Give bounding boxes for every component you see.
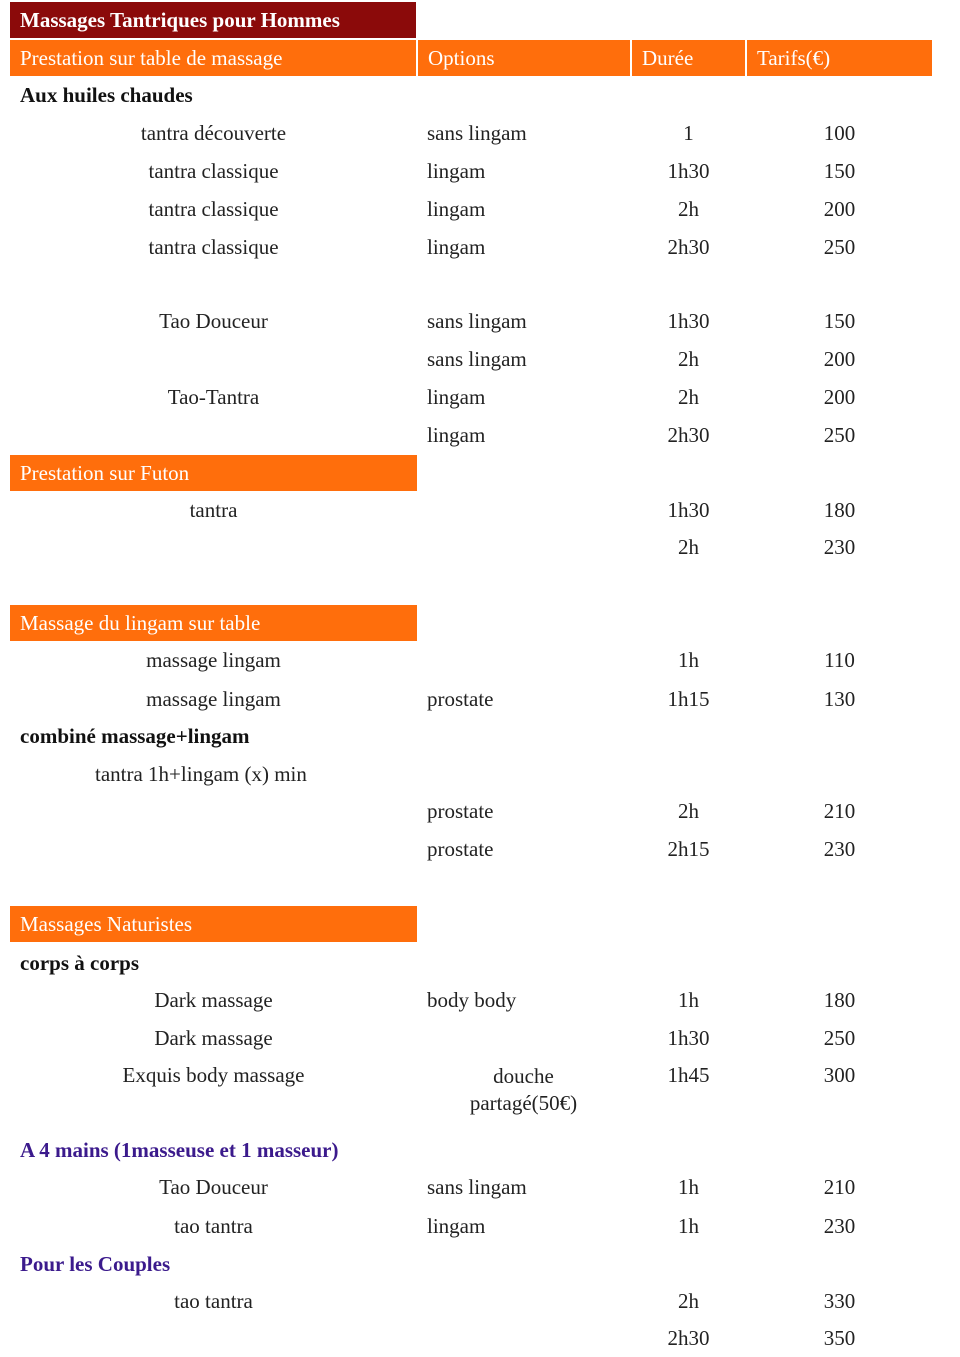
row-duration: 2h30 bbox=[667, 1326, 710, 1350]
row-duration: 1h bbox=[678, 648, 699, 672]
subtitle-huiles: Aux huiles chaudes bbox=[20, 83, 193, 107]
row-price: 350 bbox=[823, 1326, 856, 1350]
row-name: tantra découverte bbox=[140, 121, 287, 145]
row-option: lingam bbox=[427, 159, 486, 183]
row-price: 200 bbox=[823, 347, 856, 371]
row-option bbox=[417, 1063, 630, 1117]
row-duration: 2h bbox=[678, 197, 699, 221]
section-title-lingam: Massage du lingam sur table bbox=[10, 605, 417, 641]
row-name: Tao Douceur bbox=[159, 309, 268, 333]
row-price: 300 bbox=[823, 1063, 856, 1087]
row-name: tao tantra bbox=[174, 1289, 253, 1313]
section-title-naturistes: Massages Naturistes bbox=[10, 906, 417, 942]
row-option: lingam bbox=[427, 1214, 486, 1238]
row-price: 110 bbox=[824, 648, 855, 672]
row-duration: 2h bbox=[678, 535, 699, 559]
row-option: prostate bbox=[427, 837, 494, 861]
row-option: lingam bbox=[427, 235, 486, 259]
row-price: 250 bbox=[823, 423, 856, 447]
row-option: prostate bbox=[427, 687, 494, 711]
page-title: Massages Tantriques pour Hommes bbox=[10, 2, 416, 38]
row-duration: 1h bbox=[678, 1214, 699, 1238]
row-duration: 1h30 bbox=[667, 1026, 710, 1050]
row-duration: 1h30 bbox=[667, 309, 710, 333]
section-title-futon: Prestation sur Futon bbox=[10, 455, 417, 491]
row-duration: 2h30 bbox=[667, 423, 710, 447]
row-option: sans lingam bbox=[427, 347, 527, 371]
row-name: tantra bbox=[189, 498, 238, 522]
subtitle-combine: combiné massage+lingam bbox=[20, 724, 250, 748]
row-option: sans lingam bbox=[427, 121, 527, 145]
header-options: Options bbox=[418, 40, 630, 76]
row-duration: 1h15 bbox=[667, 687, 710, 711]
row-duration: 2h15 bbox=[667, 837, 710, 861]
row-duration: 1h45 bbox=[667, 1063, 710, 1087]
row-duration: 2h30 bbox=[667, 235, 710, 259]
row-price: 150 bbox=[823, 309, 856, 333]
row-name: Tao Douceur bbox=[159, 1175, 268, 1199]
row-price: 130 bbox=[823, 687, 856, 711]
row-name: massage lingam bbox=[146, 687, 281, 711]
header-duree: Durée bbox=[632, 40, 745, 76]
row-name: tantra classique bbox=[148, 235, 279, 259]
row-price: 100 bbox=[823, 121, 856, 145]
row-option: lingam bbox=[427, 197, 486, 221]
row-duration: 2h bbox=[678, 1289, 699, 1313]
option-line: douche bbox=[493, 1064, 554, 1088]
combo-label: tantra 1h+lingam (x) min bbox=[95, 762, 307, 786]
row-duration: 1h30 bbox=[667, 159, 710, 183]
row-price: 200 bbox=[823, 385, 856, 409]
row-name: Dark massage bbox=[154, 1026, 273, 1050]
row-option: body body bbox=[427, 988, 517, 1012]
row-name: massage lingam bbox=[146, 648, 281, 672]
subtitle-4mains: A 4 mains (1masseuse et 1 masseur) bbox=[20, 1138, 339, 1162]
row-duration: 1 bbox=[683, 121, 694, 145]
header-tarifs: Tarifs(€) bbox=[747, 40, 932, 76]
row-duration: 1h bbox=[678, 1175, 699, 1199]
row-name: tantra classique bbox=[148, 159, 279, 183]
row-price: 150 bbox=[823, 159, 856, 183]
row-option: sans lingam bbox=[427, 309, 527, 333]
row-price: 230 bbox=[823, 837, 856, 861]
header-prestation: Prestation sur table de massage bbox=[10, 40, 416, 76]
row-name: Exquis body massage bbox=[122, 1063, 305, 1087]
row-name: Tao-Tantra bbox=[167, 385, 260, 409]
row-price: 250 bbox=[823, 1026, 856, 1050]
row-option: sans lingam bbox=[427, 1175, 527, 1199]
row-price: 230 bbox=[823, 535, 856, 559]
option-line: partagé(50€) bbox=[469, 1091, 578, 1115]
row-price: 200 bbox=[823, 197, 856, 221]
row-name: tantra classique bbox=[148, 197, 279, 221]
row-option: lingam bbox=[427, 385, 486, 409]
row-price: 180 bbox=[823, 988, 856, 1012]
row-duration: 2h bbox=[678, 347, 699, 371]
row-price: 330 bbox=[823, 1289, 856, 1313]
row-duration: 2h bbox=[678, 799, 699, 823]
row-option: prostate bbox=[427, 799, 494, 823]
row-name: tao tantra bbox=[174, 1214, 253, 1238]
row-duration: 1h bbox=[678, 988, 699, 1012]
row-price: 210 bbox=[823, 799, 856, 823]
row-price: 250 bbox=[823, 235, 856, 259]
row-price: 180 bbox=[823, 498, 856, 522]
row-price: 230 bbox=[823, 1214, 856, 1238]
row-duration: 2h bbox=[678, 385, 699, 409]
row-price: 210 bbox=[823, 1175, 856, 1199]
row-duration: 1h30 bbox=[667, 498, 710, 522]
row-name: Dark massage bbox=[154, 988, 273, 1012]
row-option: lingam bbox=[427, 423, 486, 447]
subtitle-couples: Pour les Couples bbox=[20, 1252, 171, 1276]
subtitle-corps: corps à corps bbox=[20, 951, 139, 975]
